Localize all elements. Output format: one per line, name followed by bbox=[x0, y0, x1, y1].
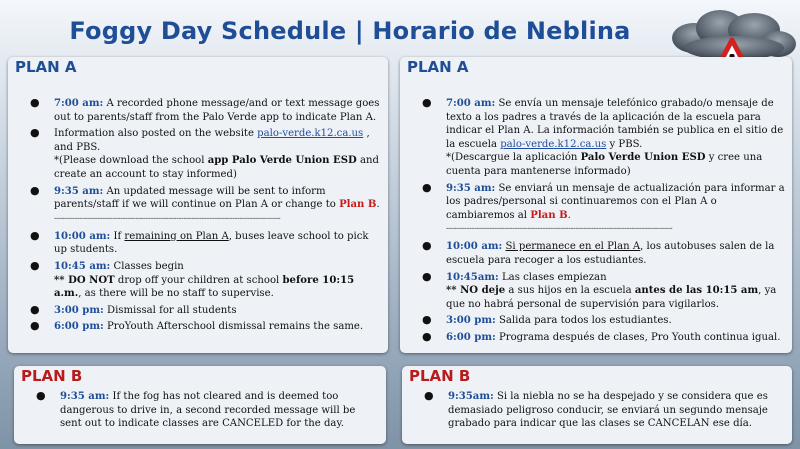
separator: ----------------------------------------------------------------------------------------- bbox=[54, 214, 281, 224]
list-item: ● 10:45 am: Classes begin ** DO NOT drop off your children at school before 10:15 a.m., as there will be no staff to supervise. bbox=[30, 258, 355, 300]
list-item: ● 9:35am: Si la niebla no se ha despejado y se considera que es demasiado peligroso conducir, se enviará un segundo mensaje grabado para indicar que las clases se CANCELAN ese día. bbox=[424, 389, 768, 430]
website-link[interactable]: palo-verde.k12.ca.us bbox=[500, 138, 607, 150]
list-item: ● Information also posted on the website palo-verde.k12.ca.us , and PBS. *(Please download the school app Palo Verde Union ESD and create an account to stay informed) bbox=[30, 126, 379, 180]
list-item: ● 3:00 pm: Salida para todos los estudiantes. bbox=[422, 313, 672, 327]
list-item: ● 6:00 pm: ProYouth Afterschool dismissal remains the same. bbox=[30, 319, 364, 333]
page-title: Foggy Day Schedule | Horario de Neblina bbox=[69, 17, 631, 45]
plan-a-title: PLAN A bbox=[15, 58, 77, 76]
plan-a-spanish-panel bbox=[400, 57, 792, 353]
plan-b-title: PLAN B bbox=[409, 367, 471, 385]
list-item: ● 7:00 am: Se envía un mensaje telefónico grabado/o mensaje de texto a los padres a través de la aplicación de la escuela para indicar el Plan A. La información también se publica en el sitio de la escuela palo-verde.k12.ca.us y PBS. *(Descargue la aplicación Palo Verde Union ESD y cree una cuenta para mantenerse informado) bbox=[422, 96, 784, 177]
list-item: ● 10:45am: Las clases empiezan ** NO deje a sus hijos en la escuela antes de las 10:15 am, ya que no habrá personal de supervisión para vigilarlos. bbox=[422, 269, 777, 310]
list-item: ● 7:00 am: A recorded phone message/and or text message goes out to parents/staff from the Palo Verde app to indicate Plan A. bbox=[30, 96, 380, 123]
plan-b-english-panel bbox=[14, 366, 386, 444]
list-item: ● 9:35 am: An updated message will be sent to inform parents/staff if we will continue on Plan A or change to Plan B. bbox=[30, 183, 380, 211]
list-item: ● 3:00 pm: Dismissal for all students bbox=[30, 302, 237, 316]
list-item: ● 9:35 am: If the fog has not cleared and is deemed too dangerous to drive in, a second recorded message will be sent out to indicate classes are CANCELED for the day. bbox=[36, 389, 356, 430]
list-item: ● 9:35 am: Se enviará un mensaje de actualización para informar a los padres/personal si continuaremos con el Plan A o cambiaremos al Plan B. bbox=[422, 180, 785, 221]
list-item: ● 6:00 pm: Programa después de clases, Pro Youth continua igual. bbox=[422, 329, 781, 343]
plan-a-english-panel bbox=[8, 57, 388, 353]
website-link[interactable]: palo-verde.k12.ca.us bbox=[257, 128, 364, 140]
list-item: ● 10:00 am: Si permanece en el Plan A, los autobuses salen de la escuela para recoger a los estudiantes. bbox=[422, 239, 775, 266]
plan-b-spanish-panel bbox=[402, 366, 792, 444]
plan-b-title: PLAN B bbox=[21, 367, 83, 385]
plan-a-title: PLAN A bbox=[407, 58, 469, 76]
separator: ----------------------------------------------------------------------------------------- bbox=[446, 225, 673, 235]
list-item: ● 10:00 am: If remaining on Plan A, buses leave school to pick up students. bbox=[30, 228, 369, 256]
